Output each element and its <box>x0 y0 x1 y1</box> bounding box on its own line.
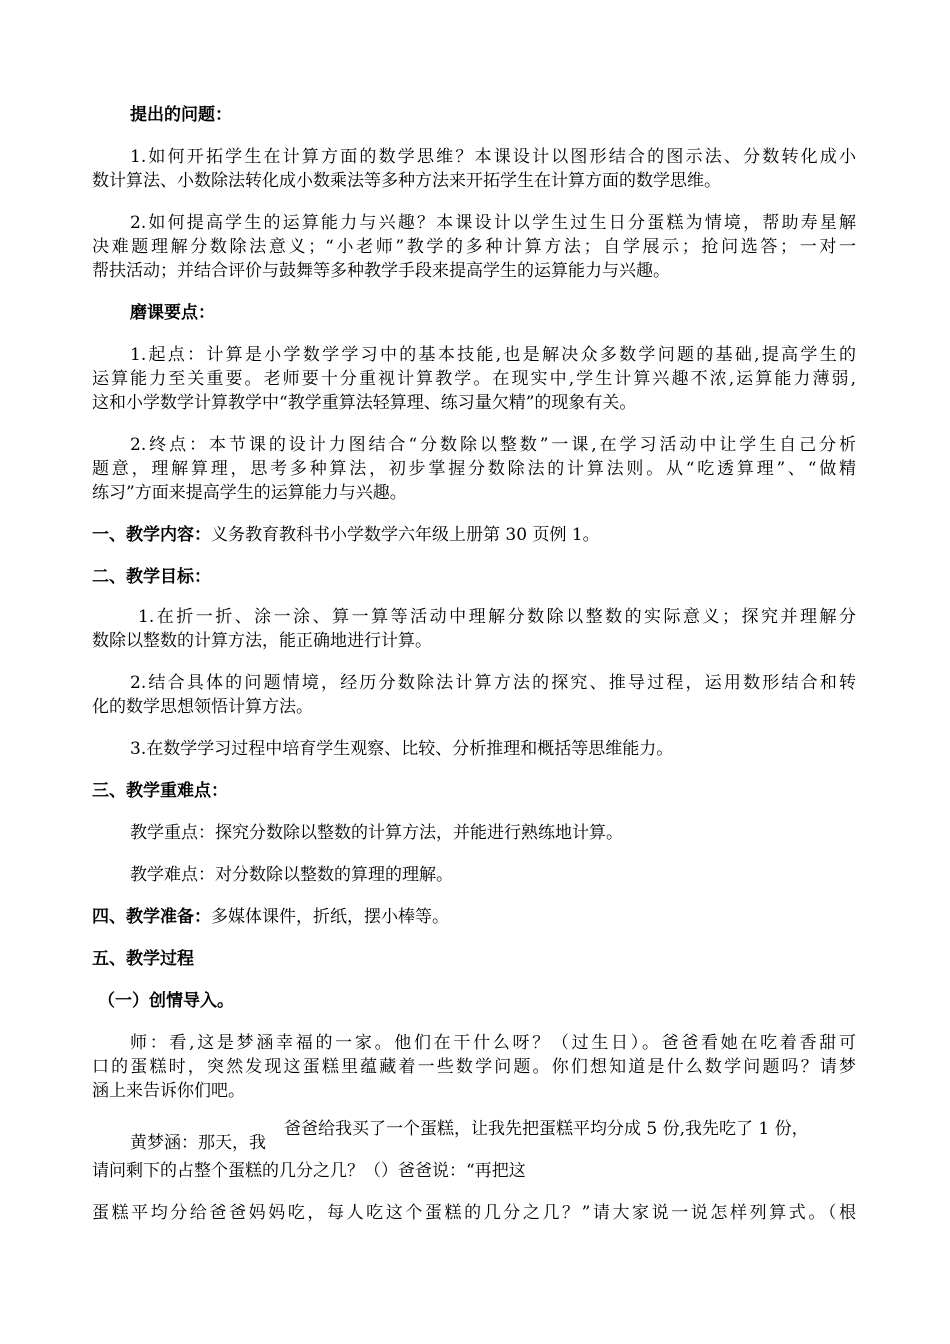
question-1-line-2: 数计算法、小数除法转化成小数乘法等多种方法来开拓学生在计算方面的数学思维。 <box>92 171 721 191</box>
point-1-line-1: 1.起点：计算是小学数学学习中的基本技能,也是解决众多数学问题的基础,提高学生的 <box>130 345 856 365</box>
goal-3: 3.在数学学习过程中培育学生观察、比较、分析推理和概括等思维能力。 <box>130 739 674 759</box>
question-2-line-2: 决难题理解分数除法意义；“小老师”教学的多种计算方法；自学展示；抢问选答；一对一 <box>92 237 856 257</box>
section-4-heading: 四、教学准备： <box>92 907 211 927</box>
teacher-line-2: 口的蛋糕时，突然发现这蛋糕里蕴藏着一些数学问题。你们想知道是什么数学问题吗？请梦 <box>92 1057 856 1077</box>
point-2-line-1: 2.终点：本节课的设计力图结合“分数除以整数”一课,在学习活动中让学生自己分析 <box>130 435 856 455</box>
question-2-line-1: 2.如何提高学生的运算能力与兴趣？本课设计以学生过生日分蛋糕为情境，帮助寿星解 <box>130 213 856 233</box>
student-line-3: 蛋糕平均分给爸爸妈妈吃，每人吃这个蛋糕的几分之几？”请大家说一说怎样列算式。（根 <box>92 1203 856 1223</box>
student-line-raised: 爸爸给我买了一个蛋糕，让我先把蛋糕平均分成 5 份,我先吃了 1 份， <box>284 1119 809 1139</box>
teacher-line-1: 师：看,这是梦涵幸福的一家。他们在干什么呀？（过生日）。爸爸看她在吃着香甜可 <box>130 1033 856 1053</box>
point-2-line-3: 练习”方面来提高学生的运算能力与兴趣。 <box>92 483 407 503</box>
points-heading: 磨课要点： <box>130 303 215 323</box>
questions-heading: 提出的问题： <box>130 105 232 125</box>
point-1-line-3: 这和小学数学计算教学中“教学重算法轻算理、练习量欠精”的现象有关。 <box>92 393 637 413</box>
teacher-line-3: 涵上来告诉你们吧。 <box>92 1081 245 1101</box>
subsection-1-heading: （一）创情导入。 <box>98 991 234 1011</box>
section-1-text: 义务教育教科书小学数学六年级上册第 30 页例 1。 <box>211 525 600 545</box>
section-1-heading: 一、教学内容： <box>92 525 211 545</box>
student-line-2: 请问剩下的占整个蛋糕的几分之几？（）爸爸说：“再把这 <box>92 1161 526 1181</box>
section-2-heading: 二、教学目标： <box>92 567 211 587</box>
section-4-text: 多媒体课件，折纸，摆小棒等。 <box>211 907 449 927</box>
section-5-heading: 五、教学过程 <box>92 949 194 969</box>
point-1-line-2: 运算能力至关重要。老师要十分重视计算教学。在现实中,学生计算兴趣不浓,运算能力薄弱, <box>92 369 856 389</box>
teaching-difficulty: 教学难点：对分数除以整数的算理的理解。 <box>130 865 453 885</box>
teaching-key-point: 教学重点：探究分数除以整数的计算方法，并能进行熟练地计算。 <box>130 823 623 843</box>
section-4-row <box>92 906 449 928</box>
goal-1-line-2: 数除以整数的计算方法，能正确地进行计算。 <box>92 631 432 651</box>
student-line-prefix: 黄梦涵：那天，我 <box>130 1133 266 1153</box>
goal-2-line-1: 2.结合具体的问题情境，经历分数除法计算方法的探究、推导过程，运用数形结合和转 <box>130 673 856 693</box>
question-1-line-1: 1.如何开拓学生在计算方面的数学思维？本课设计以图形结合的图示法、分数转化成小 <box>130 147 856 167</box>
section-1-row <box>92 524 600 546</box>
goal-2-line-2: 化的数学思想领悟计算方法。 <box>92 697 313 717</box>
section-3-heading: 三、教学重难点： <box>92 781 228 801</box>
goal-1-line-1: 1.在折一折、涂一涂、算一算等活动中理解分数除以整数的实际意义；探究并理解分 <box>138 607 856 627</box>
point-2-line-2: 题意，理解算理，思考多种算法，初步掌握分数除法的计算法则。从“吃透算理”、“做精 <box>92 459 856 479</box>
question-2-line-3: 帮扶活动；并结合评价与鼓舞等多种教学手段来提高学生的运算能力与兴趣。 <box>92 261 670 281</box>
